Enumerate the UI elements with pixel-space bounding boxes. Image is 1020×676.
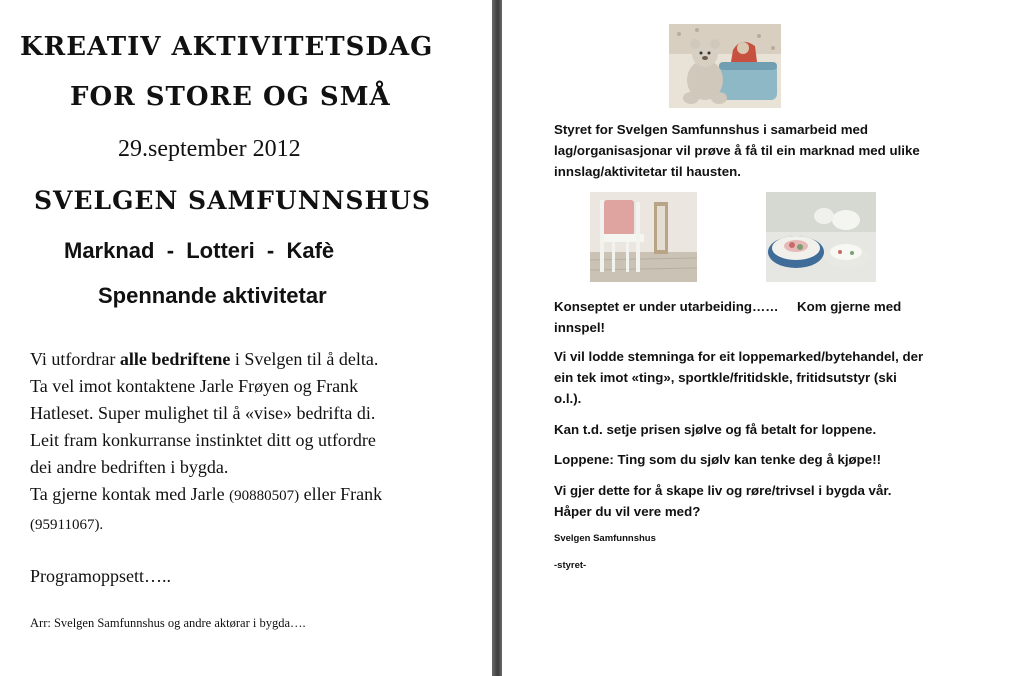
pricing-paragraph: Kan t.d. setje prisen sjølve og få betalt for loppene.: [554, 422, 877, 437]
flea-market-paragraph: Vi vil lodde stemninga for eit loppemarked/bytehandel, der ein tek imot «ting», sportkle/fritidskle, fritidsutstyr (ski o.l.).: [554, 349, 924, 406]
body-line-4: Leit fram konkurranse instinktet ditt og utfordre: [30, 430, 376, 450]
body-line-1: Vi utfordrar alle bedriftene i Svelgen til å delta.: [30, 349, 379, 369]
body-line-2: Ta vel imot kontaktene Jarle Frøyen og Frank: [30, 376, 359, 396]
title-line-1: KREATIV AKTIVITETSDAG: [20, 32, 434, 62]
body-line-3: Hatleset. Super mulighet til å «vise» bedrifta di.: [30, 403, 376, 423]
emphasis-all-companies: alle bedriftene: [119, 349, 231, 369]
subtitle-market: Marknad - Lotteri - Kafè: [64, 238, 335, 263]
teddy-bear-photo: [669, 24, 781, 108]
invitation-text: [30, 346, 460, 539]
signoff: -styret-: [554, 560, 587, 571]
title-line-2: FOR STORE OG SMÅ: [70, 82, 391, 112]
phone-jarle: (90880507): [229, 488, 300, 504]
body-line-5: dei andre bedriften i bygda.: [30, 457, 229, 477]
program-heading: Programoppsett…..: [30, 566, 171, 586]
signature: Svelgen Samfunnshus: [554, 533, 656, 544]
closing-paragraph: Vi gjer dette for å skape liv og røre/trivsel i bygda vår. Håper du vil vere med?: [554, 483, 892, 519]
flea-items-paragraph: Loppene: Ting som du sjølv kan tenke deg å kjøpe!!: [554, 452, 882, 467]
body-line-7: [30, 510, 460, 539]
body-line-6: Ta gjerne kontak med Jarle (90880507) eller Frank: [30, 484, 383, 504]
intro-paragraph: Styret for Svelgen Samfunnshus i samarbeid med lag/organisasjonar vil prøve å få til ein marknad med ulike innslag/aktivitetar til hausten.: [554, 122, 920, 179]
organizer-note: Arr: Svelgen Samfunnshus og andre aktørar i bygda….: [30, 616, 306, 630]
left-page: [0, 0, 492, 676]
event-date: 29.september 2012: [118, 136, 301, 162]
right-page: [502, 0, 1020, 676]
concept-paragraph: Konseptet er under utarbeiding…… Kom gjerne med innspel!: [554, 299, 902, 335]
chair-photo: [590, 192, 697, 282]
phone-frank: (95911067).: [30, 517, 104, 533]
teacups-photo: [766, 192, 876, 282]
subtitle-activities: Spennande aktivitetar: [98, 283, 327, 308]
page-divider: [492, 0, 502, 676]
venue-name: SVELGEN SAMFUNNSHUS: [34, 186, 431, 215]
